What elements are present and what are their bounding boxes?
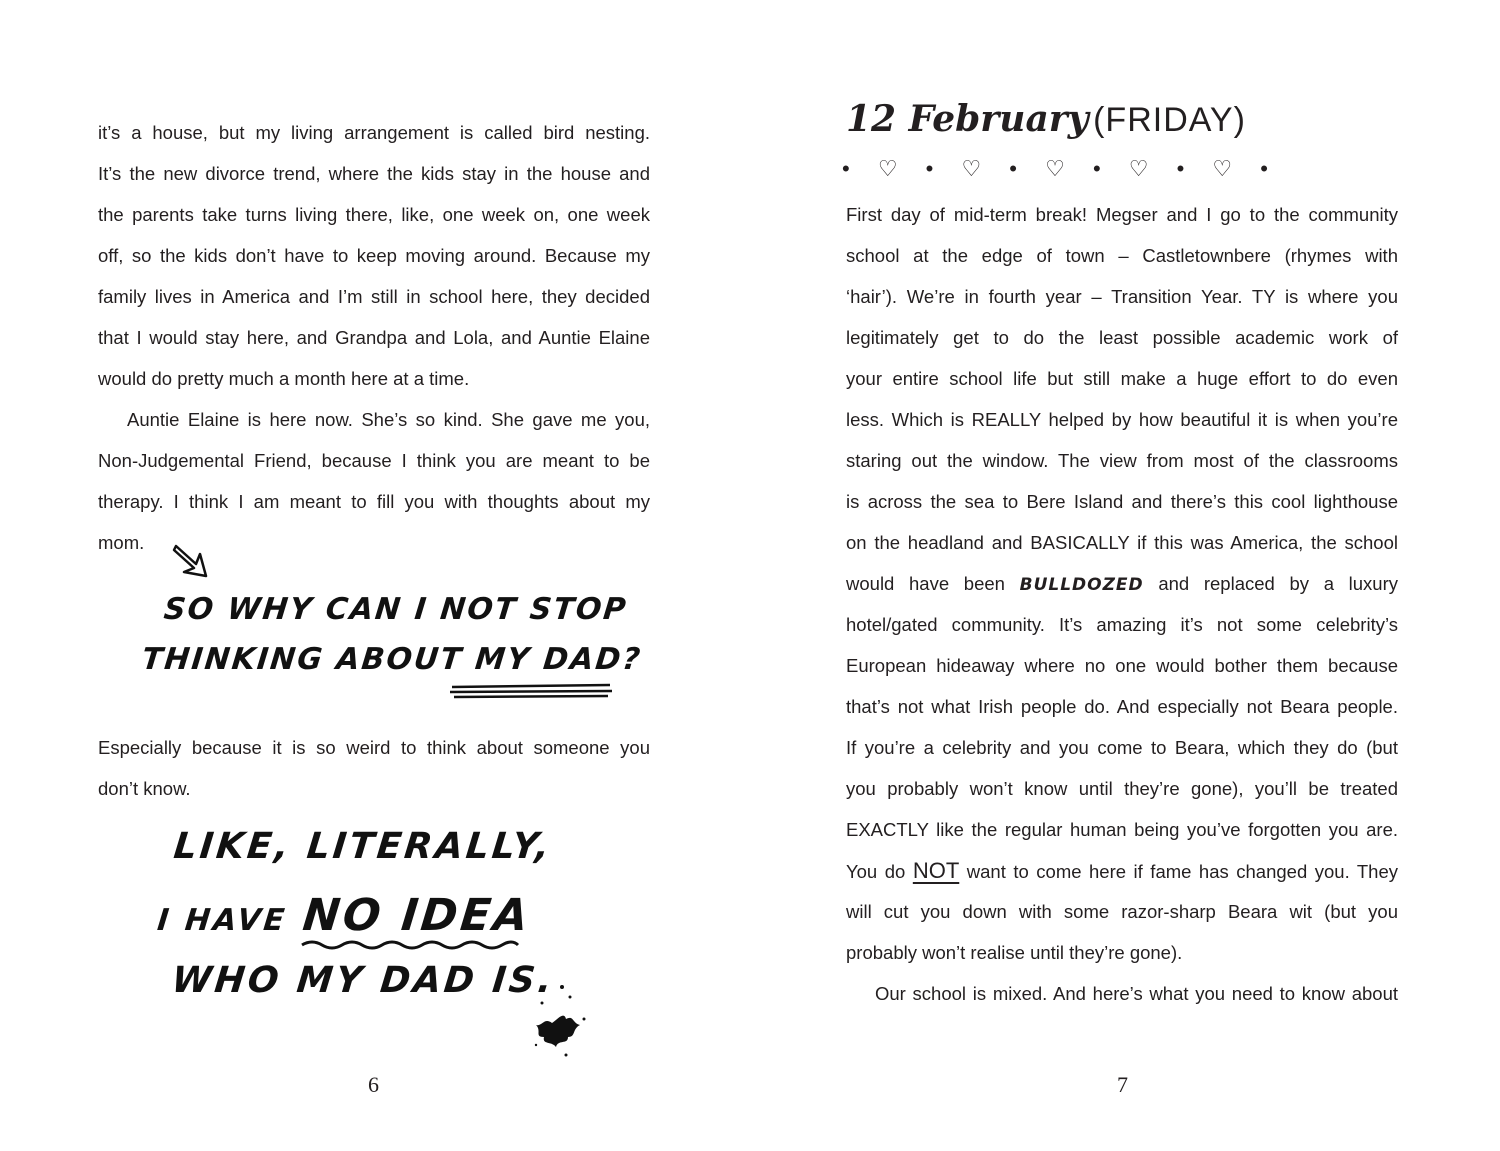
entry-date: 12 February [846, 98, 1089, 140]
right-text-block [846, 194, 1398, 1014]
handwritten-text: THINKING ABOUT [140, 642, 465, 677]
text-line: Non-Judgemental Friend, because I think you are meant to be [98, 450, 650, 471]
text-segment: want to come here if fame has changed you. They [959, 861, 1399, 882]
left-text-block-1 [98, 112, 650, 563]
text-line: probably won’t realise until they’re gone). [846, 942, 1183, 963]
handwritten-emphasis-my-dad: MY DAD? [473, 642, 644, 677]
text-segment: would have been [846, 573, 1020, 594]
ink-splat-icon [522, 975, 592, 1060]
text-line: staring out the window. The view from most of the classrooms [846, 450, 1398, 471]
text-line: would do pretty much a month here at a time. [98, 368, 470, 389]
text-segment: and replaced by a luxury [1143, 573, 1398, 594]
text-line: ‘hair’). We’re in fourth year – Transition Year. TY is where you [846, 286, 1398, 307]
handwritten-emphasis-no-idea: NO IDEA [300, 890, 534, 941]
text-line: hotel/gated community. It’s amazing it’s not some celebrity’s [846, 614, 1398, 635]
text-line: is across the sea to Bere Island and there’s this cool lighthouse [846, 491, 1398, 512]
text-segment: You do [846, 861, 913, 882]
text-line: less. Which is REALLY helped by how beautiful it is when you’re [846, 409, 1398, 430]
handwritten-line-i-have [155, 890, 533, 941]
text-line: Especially because it is so weird to think about someone you [98, 737, 650, 758]
arrow-doodle-icon [170, 540, 214, 582]
text-line: on the headland and BASICALLY if this was America, the school [846, 532, 1398, 553]
text-line: off, so the kids don’t have to keep moving around. Because my [98, 245, 650, 266]
text-line [846, 563, 1398, 604]
text-line: your entire school life but still make a huge effort to do even [846, 368, 1398, 389]
left-text-block-2 [98, 727, 650, 809]
text-line: First day of mid-term break! Megser and I go to the community [846, 204, 1398, 225]
right-page [750, 0, 1500, 1151]
text-line: the parents take turns living there, like, one week on, one week [98, 204, 650, 225]
handwritten-line-who-my-dad-is: WHO MY DAD IS. [169, 960, 557, 1001]
text-line: Auntie Elaine is here now. She’s so kind. She gave me you, [127, 409, 650, 430]
handwritten-text: I HAVE [155, 903, 289, 938]
entry-day: (FRIDAY) [1093, 101, 1246, 139]
wavy-underline-doodle [300, 937, 520, 951]
emphasis-bold-hand: BULLDOZED [1019, 575, 1144, 595]
text-line: you probably won’t know until they’re gone), you’ll be treated [846, 778, 1398, 799]
text-line [846, 850, 1398, 891]
text-line: school at the edge of town – Castletownbere (rhymes with [846, 245, 1398, 266]
text-line: legitimately get to do the least possible academic work of [846, 327, 1398, 348]
handwritten-question-line-1: SO WHY CAN I NOT STOP [162, 592, 630, 627]
text-line: If you’re a celebrity and you come to Beara, which they do (but [846, 737, 1398, 758]
text-line: it’s a house, but my living arrangement is called bird nesting. [98, 122, 650, 143]
page-number: 7 [1117, 1072, 1128, 1097]
text-line: family lives in America and I’m still in school here, they decided [98, 286, 650, 307]
handwritten-line-like-literally: LIKE, LITERALLY, [171, 826, 555, 867]
text-line: Our school is mixed. And here’s what you need to know about [875, 983, 1398, 1004]
text-line: that’s not what Irish people do. And especially not Beara people. [846, 696, 1398, 717]
text-line: don’t know. [98, 778, 191, 799]
emphasis-not: NOT [912, 858, 960, 883]
text-line: mom. [98, 532, 145, 553]
text-line: European hideaway where no one would bother them because [846, 655, 1398, 676]
handwritten-question-line-2 [140, 642, 643, 677]
text-line: therapy. I think I am meant to fill you with thoughts about my [98, 491, 650, 512]
text-line: will cut you down with some razor-sharp Beara wit (but you [846, 901, 1398, 922]
text-line: that I would stay here, and Grandpa and Lola, and Auntie Elaine [98, 327, 650, 348]
text-line: EXACTLY like the regular human being you’ve forgotten you are. [846, 819, 1398, 840]
double-underline-doodle [448, 683, 614, 699]
heart-dot-ornament: • ♡ • ♡ • ♡ • ♡ • ♡ • [842, 156, 1279, 181]
page-number: 6 [368, 1072, 379, 1097]
text-line: It’s the new divorce trend, where the kids stay in the house and [98, 163, 650, 184]
entry-heading [846, 98, 1246, 140]
